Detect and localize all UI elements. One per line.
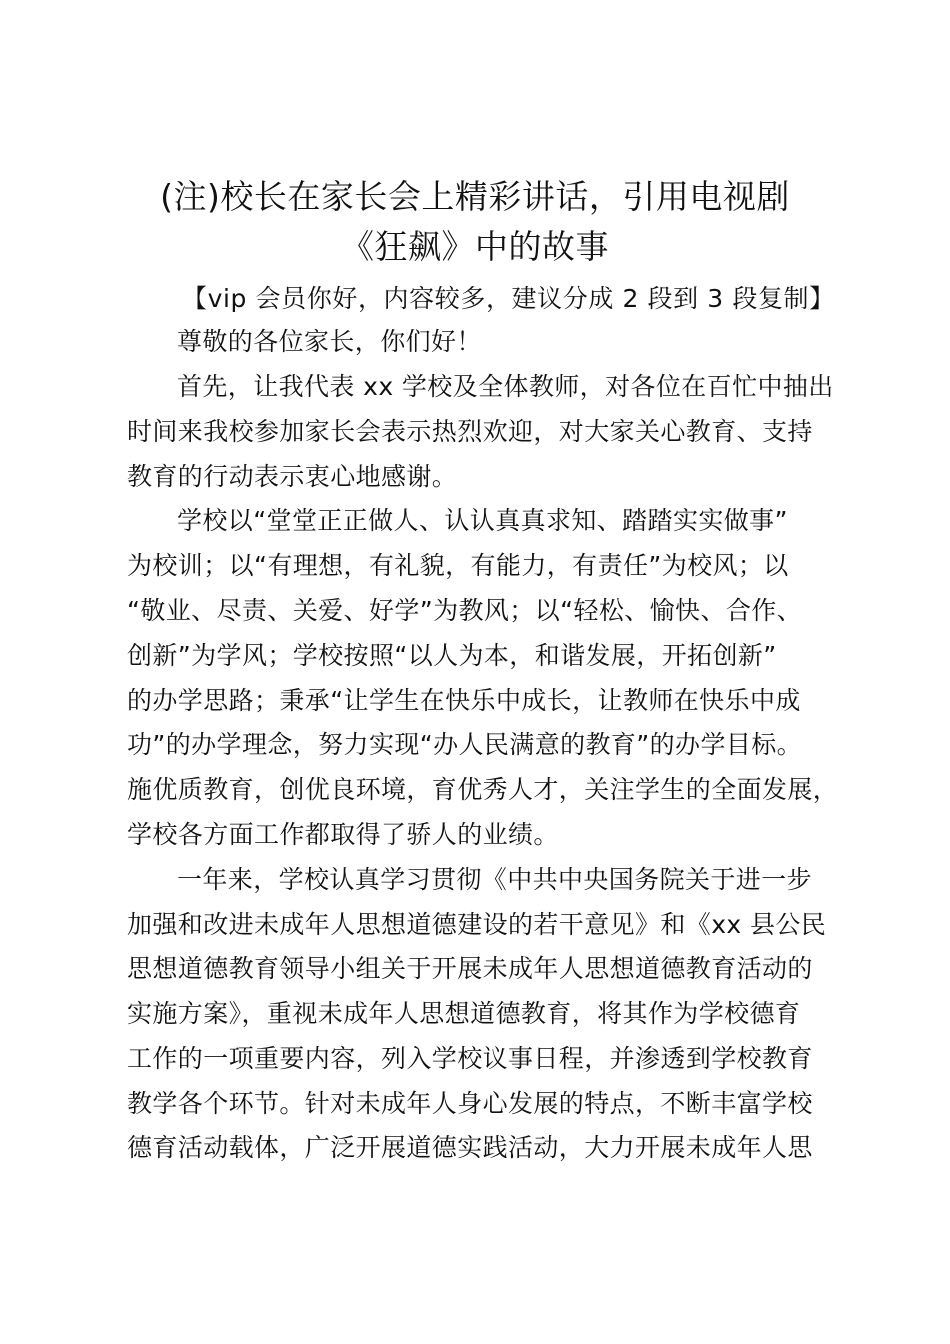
paragraph-3-line: 教学各个环节。针对未成年人身心发展的特点，不断丰富学校: [127, 1089, 813, 1118]
document-title-line-2: 《狂飙》中的故事: [341, 227, 609, 266]
paragraph-2-line: 的办学思路；秉承“让学生在快乐中成长，让教师在快乐中成: [127, 686, 801, 715]
greeting: 尊敬的各位家长，你们好！: [177, 327, 482, 356]
paragraph-1-line: 首先，让我代表 xx 学校及全体教师，对各位在百忙中抽出: [177, 372, 834, 401]
paragraph-2-line: 学校各方面工作都取得了骄人的业绩。: [127, 820, 559, 849]
paragraph-2-line: 创新”为学风；学校按照“以人为本，和谐发展，开拓创新”: [127, 641, 777, 670]
paragraph-3-line: 一年来，学校认真学习贯彻《中共中央国务院关于进一步: [177, 865, 813, 894]
paragraph-1-line: 教育的行动表示衷心地感谢。: [127, 462, 458, 491]
paragraph-2-line: 学校以“堂堂正正做人、认认真真求知、踏踏实实做事”: [177, 506, 788, 535]
paragraph-3-line: 工作的一项重要内容，列入学校议事日程，并渗透到学校教育: [127, 1044, 813, 1073]
paragraph-2-line: 施优质教育，创优良环境，育优秀人才，关注学生的全面发展，: [127, 775, 839, 804]
paragraph-2-line: 功”的办学理念，努力实现“办人民满意的教育”的办学目标。: [127, 730, 803, 759]
paragraph-3-line: 实施方案》，重视未成年人思想道德教育，将其作为学校德育: [127, 999, 801, 1028]
paragraph-3-line: 加强和改进未成年人思想道德建设的若干意见》和《xx 县公民: [127, 910, 827, 939]
paragraph-3-line: 德育活动载体，广泛开展道德实践活动，大力开展未成年人思: [127, 1133, 813, 1162]
paragraph-3-line: 思想道德教育领导小组关于开展未成年人思想道德教育活动的: [127, 954, 813, 983]
vip-notice: 【vip 会员你好，内容较多，建议分成 2 段到 3 段复制】: [182, 284, 835, 313]
paragraph-1-line: 时间来我校参加家长会表示热烈欢迎，对大家关心教育、支持: [127, 417, 813, 446]
document-title-line-1: (注)校长在家长会上精彩讲话，引用电视剧: [160, 177, 790, 216]
paragraph-2-line: “敬业、尽责、关爱、好学”为教风；以“轻松、愉快、合作、: [127, 596, 803, 625]
paragraph-2-line: 为校训；以“有理想，有礼貌，有能力，有责任”为校风；以: [127, 551, 789, 580]
